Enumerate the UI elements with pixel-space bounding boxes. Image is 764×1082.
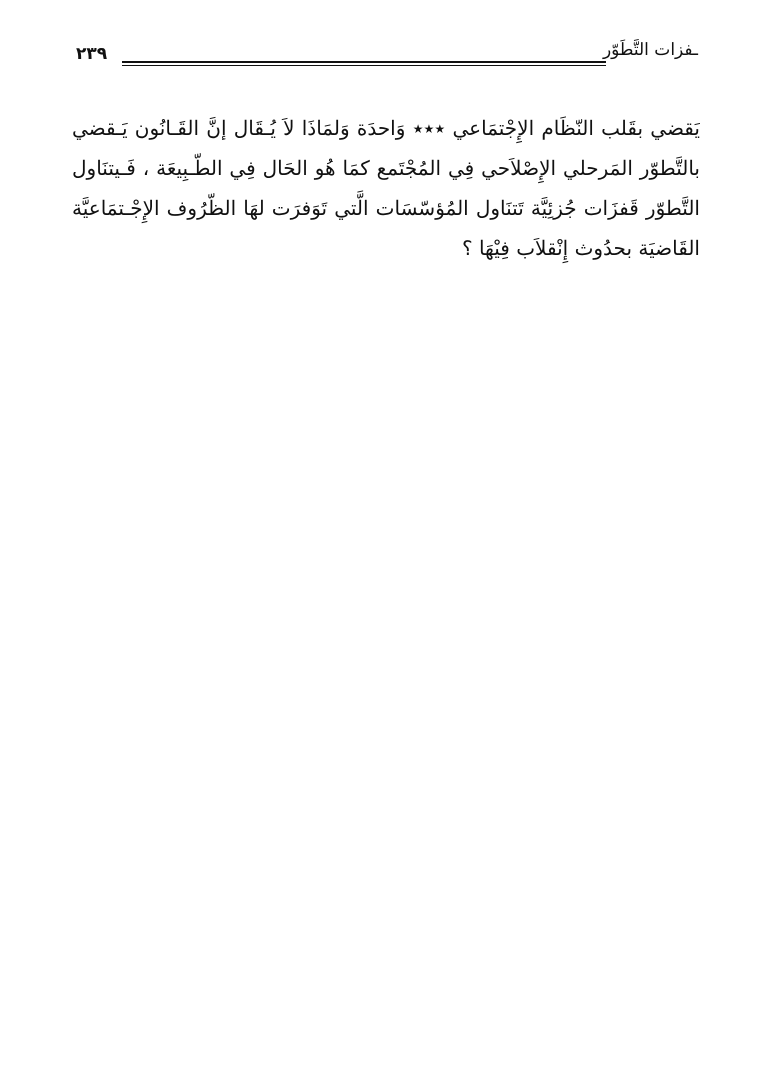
text-line: يَقضي بقَلب النّظَام الإِجْتمَاعي ٭٭٭ وَاحدَة وَلمَاذَا لاَ يُـقَال إنَّ القَـانُون يَـقضي	[72, 116, 700, 140]
text-line: بالتَّطوّر المَرحلي الإِصْلاَحي فِي المُجْتَمع كمَا هُو الحَال فِي الطّـبِيعَة ، فَـيتنَاول	[72, 156, 700, 180]
running-header	[72, 30, 698, 70]
running-title: ـفزات التَّطَوّر	[602, 40, 698, 60]
body-paragraph	[72, 108, 700, 268]
text-line: القَاضيَة بحدُوث إِنْقلاَب فِيْهَا ؟	[461, 236, 700, 260]
page-number: ٢٣٩	[76, 44, 108, 64]
header-rule	[122, 61, 606, 66]
text-line: التَّطوّر قَفزَات جُزئِيَّة تَتنَاول المُؤسّسَات الَّتي تَوَفرَت لهَا الظّرُوف الإِجْـتمَاعيَّة	[72, 196, 700, 220]
